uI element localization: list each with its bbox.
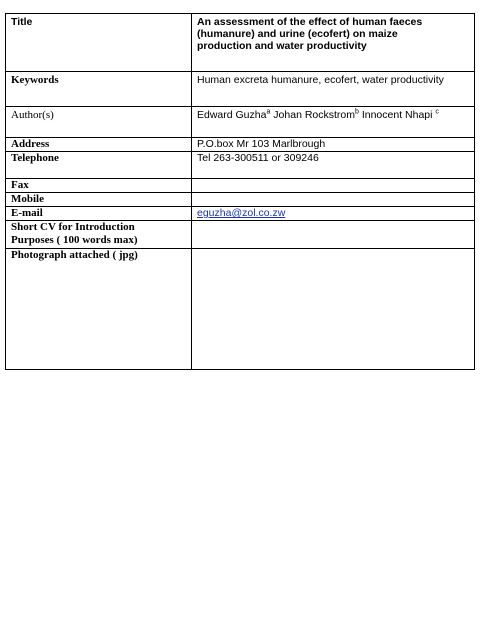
title-label: Title [6, 14, 192, 72]
address-row [6, 138, 475, 152]
mobile-value [192, 193, 475, 207]
keywords-value: Human excreta humanure, ecofert, water productivity [192, 72, 475, 107]
mobile-row [6, 193, 475, 207]
author-affiliation-mark: c [435, 108, 439, 116]
address-value: P.O.box Mr 103 Marlbrough [192, 138, 475, 152]
author-name: Johan Rockstrom [273, 109, 355, 121]
keywords-row [6, 72, 475, 107]
author-name: Edward Guzha [197, 109, 267, 121]
mobile-label: Mobile [6, 193, 192, 207]
email-label: E-mail [6, 207, 192, 221]
short-cv-label [6, 221, 192, 249]
email-link[interactable]: eguzha@zol.co.zw [197, 207, 286, 219]
telephone-value: Tel 263-300511 or 309246 [192, 152, 475, 179]
short-cv-value [192, 221, 475, 249]
fax-row [6, 179, 475, 193]
authors-row [6, 107, 475, 138]
keywords-label: Keywords [6, 72, 192, 107]
title-value [192, 14, 475, 72]
short-cv-label-line: Purposes ( 100 words max) [11, 234, 138, 246]
photograph-label: Photograph attached ( jpg) [6, 249, 192, 370]
photograph-value [192, 249, 475, 370]
telephone-label: Telephone [6, 152, 192, 179]
author-affiliation-mark: a [266, 108, 271, 116]
short-cv-label-line: Short CV for Introduction [11, 221, 135, 233]
title-row [6, 14, 475, 72]
short-cv-row [6, 221, 475, 249]
fax-label: Fax [6, 179, 192, 193]
authors-label: Author(s) [6, 107, 192, 138]
author-name: Innocent Nhapi [361, 109, 433, 121]
telephone-row [6, 152, 475, 179]
authors-value [192, 107, 475, 138]
fax-value [192, 179, 475, 193]
email-value [192, 207, 475, 221]
submission-form-table [5, 13, 475, 370]
title-line: (humanure) and urine (ecofert) on maize [197, 28, 398, 40]
author-affiliation-mark: b [355, 108, 359, 116]
photograph-row [6, 249, 475, 370]
title-line: production and water productivity [197, 40, 367, 52]
title-line: An assessment of the effect of human faeces [197, 16, 423, 28]
address-label: Address [6, 138, 192, 152]
email-row [6, 207, 475, 221]
